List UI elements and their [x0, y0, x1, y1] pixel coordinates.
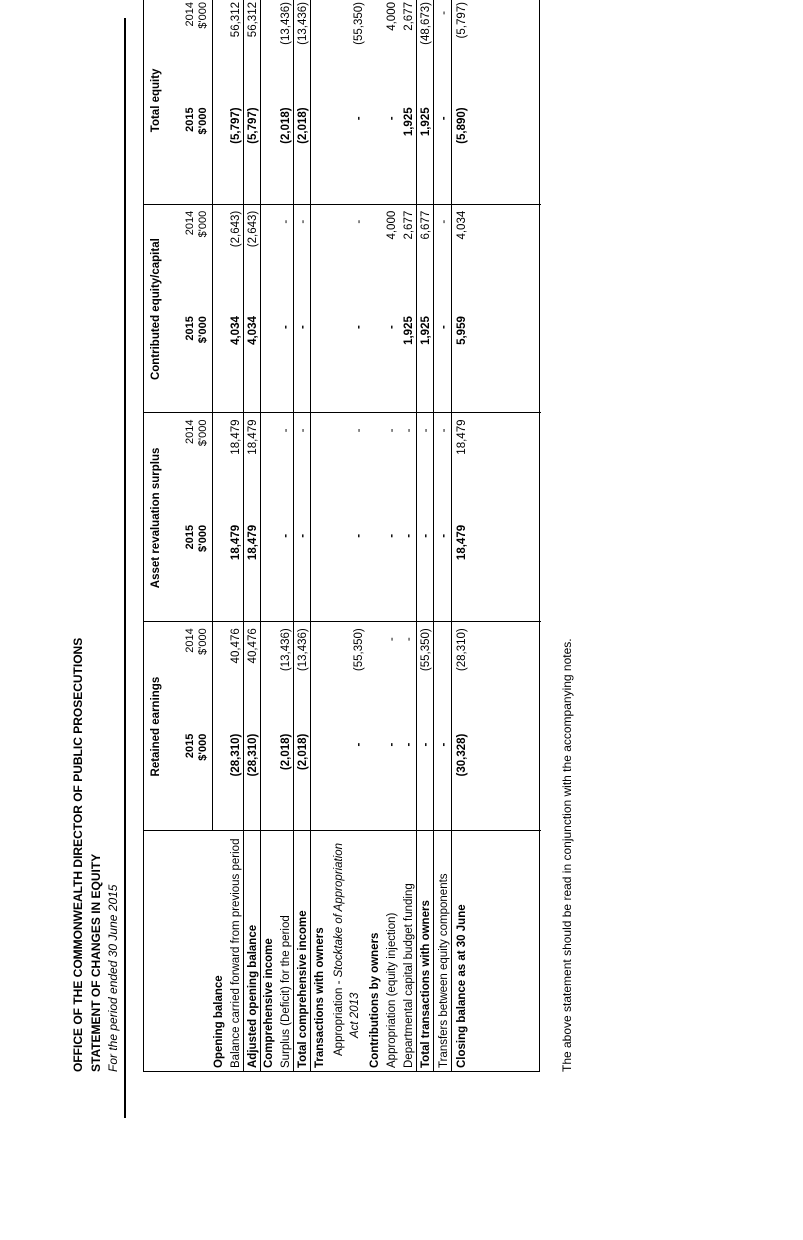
cell-value: (13,436) [280, 2, 292, 45]
cell-value: - [353, 325, 365, 330]
cell-value: - [403, 428, 415, 433]
cell-value: 1,925 [420, 107, 432, 137]
cell-value: - [280, 325, 292, 330]
cell-value: 40,476 [230, 628, 242, 664]
cell-value: 6,677 [420, 210, 432, 240]
cell-value: 4,000 [386, 2, 398, 31]
cell-value: - [420, 533, 432, 538]
column-unit: $'000 [197, 524, 209, 552]
cell-value: - [353, 742, 365, 747]
column-year: 2014 [184, 419, 196, 444]
cell-value: - [403, 637, 415, 642]
cell-value: - [386, 325, 398, 330]
cell-value: (5,797) [230, 107, 242, 144]
cell-value: - [438, 325, 450, 330]
cell-value: (55,350) [353, 2, 365, 45]
row-label: Opening balance [213, 975, 225, 1068]
row-label: Contributions by owners [369, 932, 381, 1068]
cell-value: 18,479 [247, 524, 259, 561]
cell-value: - [438, 11, 450, 15]
cell-value: (2,643) [247, 210, 259, 248]
cell-value: - [353, 116, 365, 121]
cell-value: (13,436) [280, 628, 292, 672]
cell-value: 18,479 [247, 419, 259, 455]
cell-value: - [386, 637, 398, 642]
cell-value: 18,479 [456, 419, 468, 455]
cell-value: - [403, 533, 415, 538]
cell-value: (2,018) [280, 107, 292, 144]
cell-value: - [280, 219, 292, 224]
cell-value: - [297, 325, 309, 330]
cell-value: (48,673) [420, 2, 432, 45]
row-label-continuation: Act 2013 [349, 992, 361, 1038]
cell-value: 1,925 [403, 107, 415, 137]
cell-value: 1,925 [420, 316, 432, 345]
cell-value: 56,312 [247, 2, 259, 38]
column-year: 2014 [184, 210, 196, 236]
column-unit: $'000 [197, 316, 209, 344]
row-label: Adjusted opening balance [247, 924, 259, 1068]
cell-value: (2,643) [230, 210, 242, 248]
cell-value: (30,328) [456, 733, 468, 777]
cell-value: 40,476 [247, 628, 259, 664]
column-unit: $'000 [197, 210, 209, 238]
row-label: Comprehensive income [263, 938, 275, 1068]
cell-value: - [353, 533, 365, 538]
group-header: Total equity [150, 68, 162, 133]
cell-value: (28,310) [230, 733, 242, 777]
group-divider [144, 621, 541, 622]
row-label: Closing balance as at 30 June [456, 904, 468, 1068]
group-header: Contributed equity/capital [150, 238, 162, 381]
cell-value: - [280, 533, 292, 538]
group-divider [144, 413, 541, 414]
cell-value: - [297, 533, 309, 538]
column-unit: $'000 [197, 2, 209, 29]
cell-value: (55,350) [420, 628, 432, 672]
cell-value: (13,436) [297, 628, 309, 672]
cell-value: - [386, 742, 398, 747]
row-rule [451, 0, 452, 1071]
column-unit: $'000 [197, 419, 209, 447]
cell-value: - [438, 533, 450, 538]
cell-value: - [438, 116, 450, 121]
cell-value: (5,797) [247, 107, 259, 144]
cell-value: - [386, 533, 398, 538]
statement-period: For the period ended 30 June 2015 [106, 884, 120, 1072]
cell-value: 4,034 [247, 316, 259, 345]
cell-value: 1,925 [403, 316, 415, 345]
cell-value: 18,479 [230, 419, 242, 455]
cell-value: - [420, 742, 432, 747]
cell-value: 5,959 [456, 316, 468, 345]
cell-value: - [403, 742, 415, 747]
column-year: 2015 [184, 107, 196, 132]
cell-value: - [420, 428, 432, 433]
cell-value: 4,034 [456, 210, 468, 240]
cell-value: 2,677 [403, 210, 415, 240]
label-column-divider [144, 830, 541, 831]
footer-note: The above statement should be read in conjunction with the accompanying notes. [560, 638, 574, 1072]
cell-value: 56,312 [230, 2, 242, 38]
cell-value: - [438, 428, 450, 433]
row-label: Transfers between equity components [438, 873, 450, 1068]
row-label [334, 843, 346, 1056]
cell-value: (55,350) [353, 628, 365, 672]
cell-value: (5,890) [456, 107, 468, 144]
cell-value: 4,034 [230, 316, 242, 345]
cell-value: - [297, 219, 309, 224]
row-label-act-name: Stocktake of Appropriation [333, 842, 345, 978]
cell-value: - [386, 428, 398, 433]
row-rule [416, 0, 417, 1071]
row-rule [260, 0, 261, 1071]
cell-value: (28,310) [456, 628, 468, 672]
column-unit: $'000 [197, 628, 209, 655]
group-divider [144, 204, 541, 205]
cell-value: 4,000 [386, 210, 398, 240]
row-rule [310, 0, 311, 1071]
equity-table [143, 0, 540, 1072]
row-label-text: Appropriation - [333, 977, 345, 1056]
row-label: Transactions with owners [314, 927, 326, 1068]
cell-value: - [438, 219, 450, 224]
row-rule [293, 0, 294, 1071]
cell-value: (2,018) [297, 733, 309, 771]
cell-value: - [353, 428, 365, 433]
header-separator [212, 0, 213, 831]
cell-value: (13,436) [297, 2, 309, 45]
cell-value: (2,018) [297, 107, 309, 144]
cell-value: - [353, 219, 365, 224]
row-label: Balance carried forward from previous period [230, 838, 242, 1068]
cell-value: (5,797) [456, 2, 468, 39]
cell-value: - [280, 428, 292, 433]
row-label: Appropriation (equity injection) [386, 912, 398, 1068]
agency-name: OFFICE OF THE COMMONWEALTH DIRECTOR OF PUBLIC PROSECUTIONS [71, 637, 85, 1072]
header-rule [124, 18, 126, 1118]
cell-value: 2,677 [403, 2, 415, 31]
row-rule [243, 0, 244, 1071]
cell-value: - [438, 742, 450, 747]
column-unit: $'000 [197, 107, 209, 135]
cell-value: (2,018) [280, 733, 292, 771]
column-unit: $'000 [197, 733, 209, 761]
statement-title: STATEMENT OF CHANGES IN EQUITY [89, 853, 103, 1072]
column-year: 2014 [184, 628, 196, 653]
row-label: Surplus (Deficit) for the period [280, 915, 292, 1068]
cell-value: (28,310) [247, 733, 259, 777]
column-year: 2015 [184, 524, 196, 550]
row-label: Departmental capital budget funding [403, 883, 415, 1068]
group-header: Retained earnings [150, 676, 162, 777]
column-year: 2015 [184, 733, 196, 759]
row-rule [433, 0, 434, 1071]
group-header: Asset revaluation surplus [150, 447, 162, 589]
row-label: Total transactions with owners [420, 900, 432, 1068]
cell-value: - [297, 428, 309, 433]
cell-value: 18,479 [230, 524, 242, 561]
cell-value: - [386, 116, 398, 121]
row-label: Total comprehensive income [297, 910, 309, 1068]
column-year: 2015 [184, 316, 196, 341]
cell-value: 18,479 [456, 524, 468, 561]
column-year: 2014 [184, 2, 196, 27]
